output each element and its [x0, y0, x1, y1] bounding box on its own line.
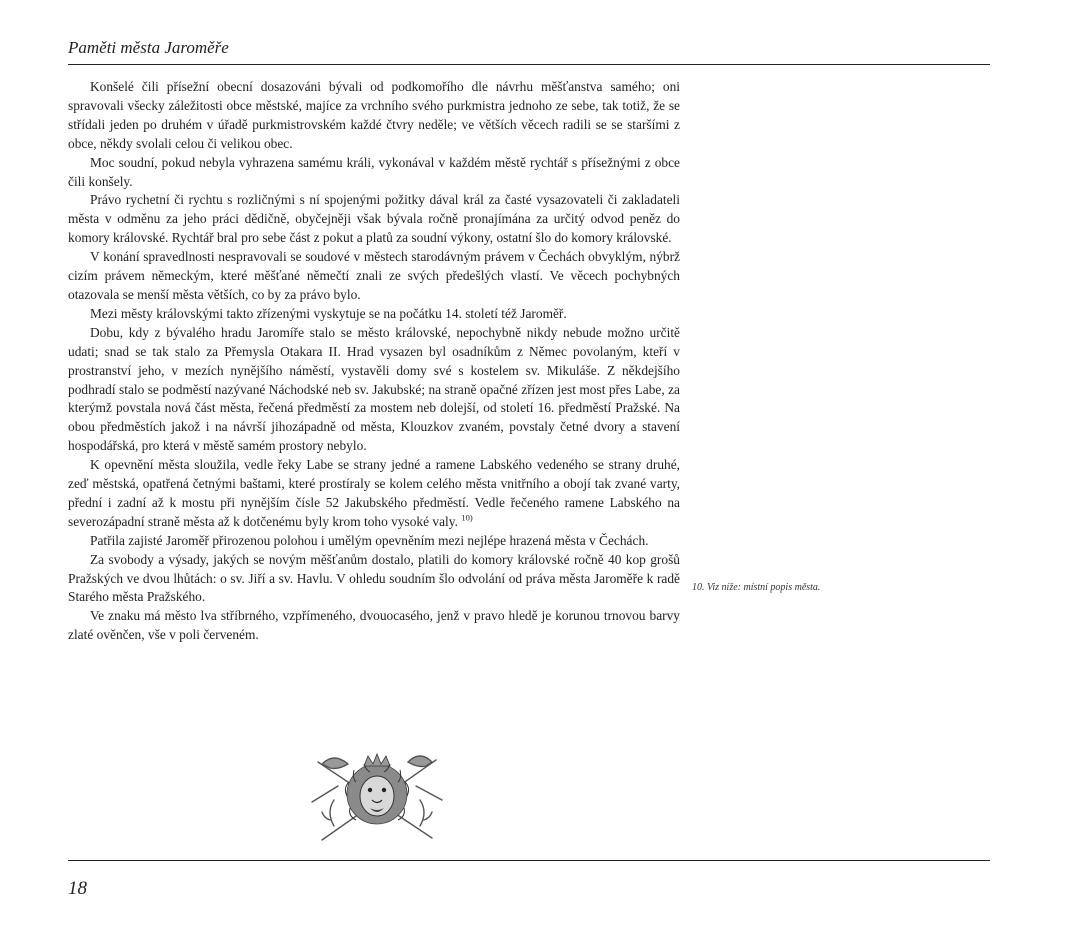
paragraph-10: Ve znaku má město lva stříbrného, vzpřímeného, dvouocasého, jenž v pravo hledě je korunou trnovou barvy zlaté ověnčen, vše v poli červeném. [68, 608, 680, 643]
page-number: 18 [68, 878, 87, 899]
paragraph-6: Dobu, kdy z bývalého hradu Jaromíře stalo se město královské, nepochybně nikdy nebude možno určitě udati; snad se tak stalo za Přemysla Otakara II. Hrad vysazen byl osadníkům z Němec povolaným, kteří v prostranství jeho, v mezích nynějšího náměstí, vystavěli domy své s kostelem sv. Mikuláše. Z někdejšího podhradí stalo se podměstí nazývané Náchodské neb sv. Jakubské; na straně opačné zřízen jest most přes Labe, za kterýmž povstala nová část města, řečená předměstí za mostem neb dolejší, od století 16. předměstí Pražské. Na obou předměstích jakož i na návrší jihozápadně od města, Klouzkov zvaném, povstaly četné dvory a stavení hospodářská, pro která v městě samém prostory nebylo. [68, 324, 680, 454]
lion-coat-of-arms-emblem [304, 742, 450, 850]
paragraph-8: Patřila zajisté Jaroměř přirozenou polohou i umělým opevněním mezi nejlépe hrazená města v Čechách. [90, 532, 649, 548]
footnote: 10. Viz níže: místní popis města. [692, 582, 821, 593]
paragraph-4: V konání spravedlnosti nespravovali se soudové v městech starodávným právem v Čechách obvyklým, nýbrž cizím právem německým, které měšťané němečtí znali ze svých předešlých vlastí. Ve věcech pochybných otazovala se menší města větších, co by za právo bylo. [68, 249, 680, 302]
header-rule [68, 64, 990, 65]
paragraph-3: Právo rychetní či rychtu s rozličnými s ní spojenými požitky dával král za časté vysazovateli či zakladateli města v odměnu za jeho práci dědičně, obyčejněji však bývala ročně pronajímána za určitý odvod peněz do komory královské. Rychtář bral pro sebe část z pokut a platů za soudní výkony, ostatní šlo do komory královské. [68, 192, 680, 246]
paragraph-7 [68, 456, 680, 532]
paragraph-5: Mezi městy královskými takto zřízenými vyskytuje se na počátku 14. století též Jaroměř. [90, 305, 567, 321]
running-head: Paměti města Jaroměře [68, 38, 229, 57]
footnote-reference[interactable]: 10) [461, 512, 473, 523]
footer-rule [68, 860, 990, 861]
paragraph-2: Moc soudní, pokud nebyla vyhrazena samému králi, vykonával v každém městě rychtář s přísežnými z obce čili konšely. [68, 154, 680, 189]
main-text [68, 78, 680, 645]
paragraph-1: Konšelé čili přísežní obecní dosazováni bývali od podkomořího dle návrhu měšťanstva samého; oni spravovali všecky záležitosti obce městské, majíce za vrchního svého purkmistra jednoho ze sebe, tak totiž, že se střídali jeden po druhém v úřadě purkmistrovském každé čtvry neděle; ve větších věcech radili se se staršími z obce, někdy svolali celou či velikou obec. [68, 79, 680, 151]
paragraph-9: Za svobody a výsady, jakých se novým měšťanům dostalo, platili do komory královské ročně 40 kop grošů Pražských ve dvou lhůtách: o sv. Jiří a sv. Havlu. V ohledu soudním šlo odvolání od práva města Jaroměře k radě Starého města Pražského. [68, 551, 680, 605]
paragraph-7-text: K opevnění města sloužila, vedle řeky Labe se strany jedné a ramene Labského vedeného se strany druhé, zeď městská, opatřená četnými baštami, které prostíraly se kolem celého města vnitřního a obojí tak zvané varty, přední i zadní až k mostu při nynějším čísle 52 Jakubského předměstí. Vedle řečeného ramene Labského na severozápadní straně města až k dotčenému byly krom toho vysoké valy. [68, 457, 680, 529]
lion-emblem-icon [304, 742, 450, 850]
